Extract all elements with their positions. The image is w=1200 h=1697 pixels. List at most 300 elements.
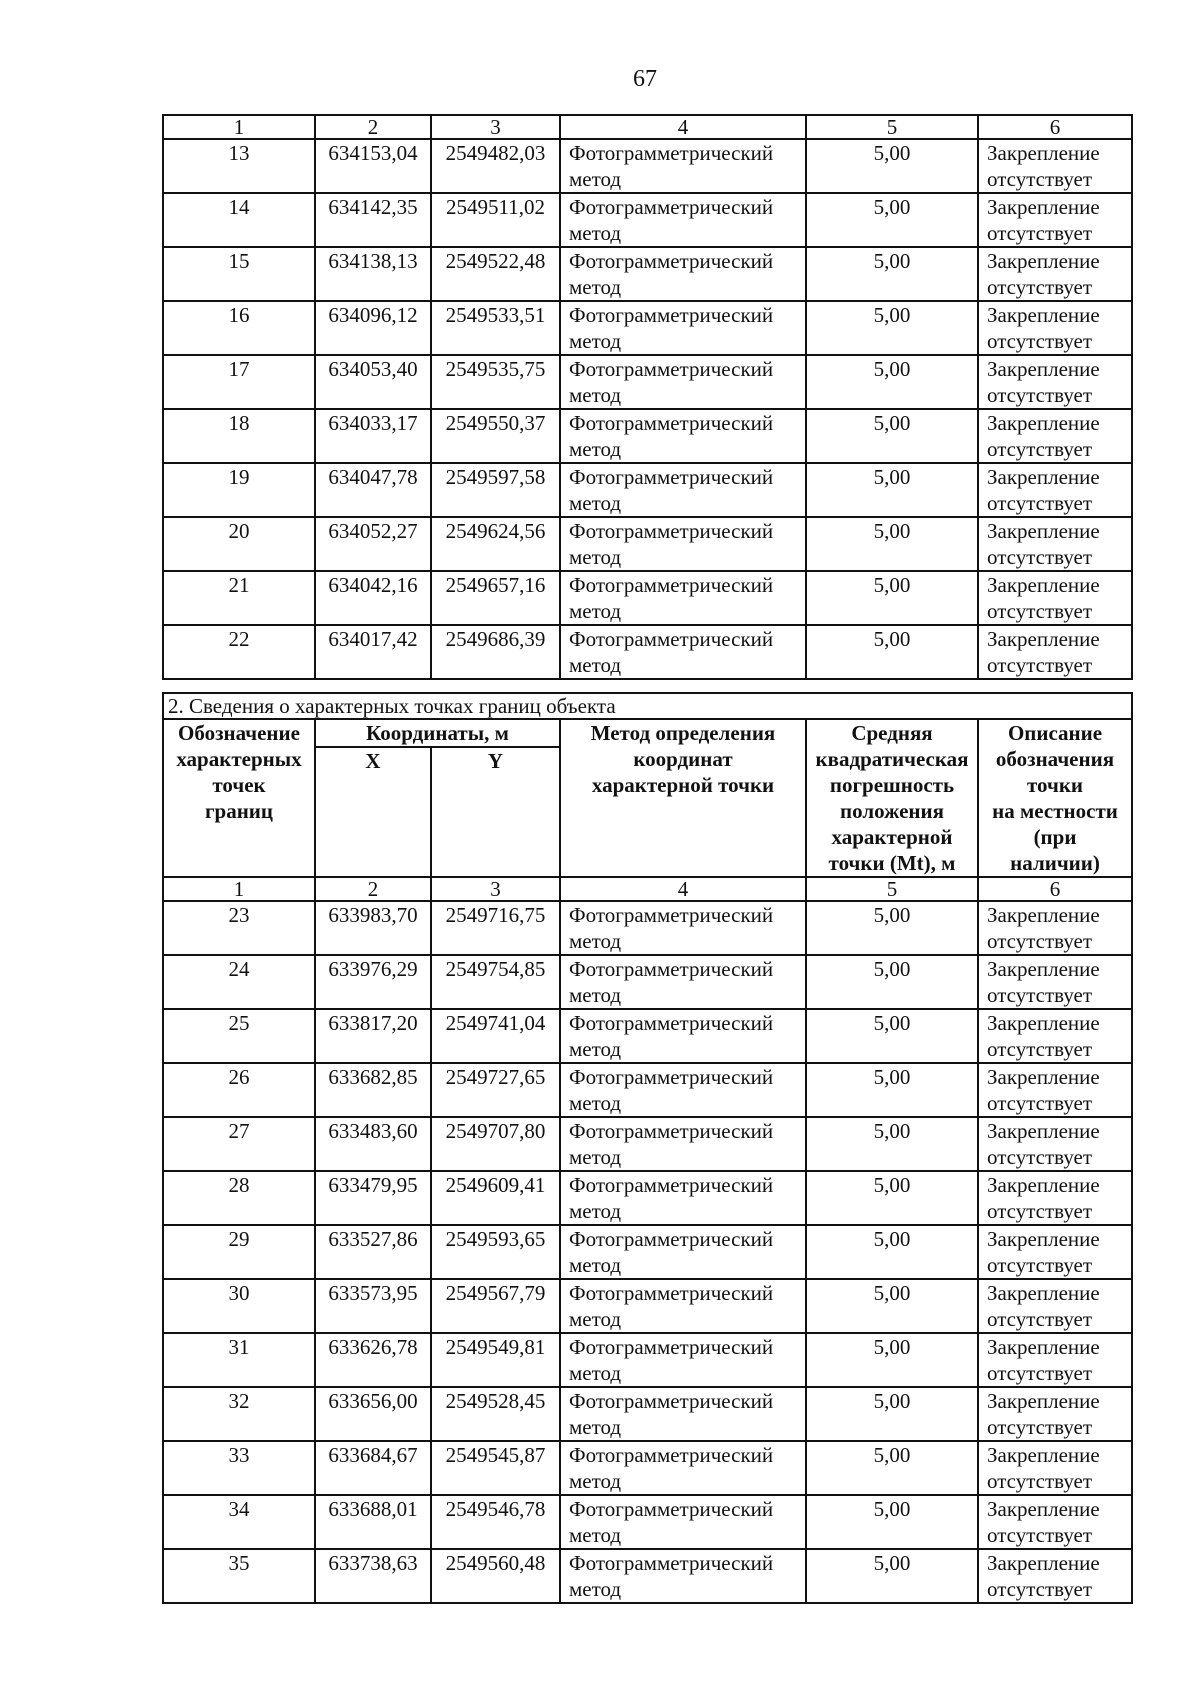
- point-number-text: 15: [228, 249, 250, 273]
- description: [978, 1495, 1132, 1549]
- description: [978, 463, 1132, 517]
- mean-error: [806, 1009, 978, 1063]
- description: [978, 139, 1132, 193]
- coord-x: [315, 409, 431, 463]
- description-text: отсутствует: [987, 1037, 1093, 1061]
- description-text: отсутствует: [987, 1199, 1093, 1223]
- method-text: метод: [569, 167, 622, 191]
- method-text: Фотограмметрический: [569, 573, 774, 597]
- point-number-text: 34: [228, 1497, 250, 1521]
- column-number: 5: [806, 877, 978, 901]
- column-number: 4: [560, 877, 806, 901]
- mean-error-text: 5,00: [873, 303, 911, 327]
- description-text: Закрепление: [987, 411, 1100, 435]
- coord-x-text: 633738,63: [328, 1551, 418, 1575]
- coord-y: [431, 355, 560, 409]
- coord-y: [431, 1441, 560, 1495]
- coord-y: [431, 1063, 560, 1117]
- description: [978, 901, 1132, 955]
- method: [560, 409, 806, 463]
- point-number: [163, 1063, 315, 1117]
- mean-error: [806, 1549, 978, 1603]
- point-number-text: 21: [228, 573, 250, 597]
- table-row: [163, 1333, 1132, 1387]
- description: [978, 625, 1132, 679]
- table-row: [163, 1063, 1132, 1117]
- coord-x-text: 634052,27: [328, 519, 418, 543]
- description-text: Закрепление: [987, 1497, 1100, 1521]
- mean-error-text: 5,00: [873, 1065, 911, 1089]
- description: [978, 571, 1132, 625]
- method: [560, 247, 806, 301]
- coord-x-text: 633817,20: [328, 1011, 418, 1035]
- header-line: квадратическая: [815, 747, 969, 771]
- mean-error-text: 5,00: [873, 1119, 911, 1143]
- table-row: [163, 1279, 1132, 1333]
- mean-error-text: 5,00: [873, 1443, 911, 1467]
- method-text: метод: [569, 329, 622, 353]
- method-text: Фотограмметрический: [569, 957, 774, 981]
- method: [560, 571, 806, 625]
- table-row: [163, 901, 1132, 955]
- description-text: отсутствует: [987, 1469, 1093, 1493]
- description: [978, 301, 1132, 355]
- description-text: отсутствует: [987, 1415, 1093, 1439]
- header-line: обозначения: [995, 747, 1115, 771]
- mean-error: [806, 1495, 978, 1549]
- method-text: Фотограмметрический: [569, 1119, 774, 1143]
- description-text: Закрепление: [987, 195, 1100, 219]
- description-text: отсутствует: [987, 653, 1093, 677]
- coord-y-text: 2549533,51: [445, 303, 546, 327]
- coord-x-text: 634033,17: [328, 411, 418, 435]
- method: [560, 955, 806, 1009]
- description: [978, 1549, 1132, 1603]
- header-x: X: [315, 747, 431, 877]
- coord-x: [315, 139, 431, 193]
- mean-error-text: 5,00: [873, 1173, 911, 1197]
- description: [978, 1441, 1132, 1495]
- mean-error-text: 5,00: [873, 1389, 911, 1413]
- point-number: [163, 463, 315, 517]
- method-text: метод: [569, 545, 622, 569]
- method-text: Фотограмметрический: [569, 1227, 774, 1251]
- point-number-text: 14: [228, 195, 250, 219]
- coord-y: [431, 1279, 560, 1333]
- description: [978, 1279, 1132, 1333]
- method-text: метод: [569, 983, 622, 1007]
- coord-x: [315, 463, 431, 517]
- method: [560, 1279, 806, 1333]
- method: [560, 463, 806, 517]
- method-text: Фотограмметрический: [569, 249, 774, 273]
- point-number-text: 31: [228, 1335, 250, 1359]
- coord-y-text: 2549535,75: [445, 357, 546, 381]
- method-text: метод: [569, 1037, 622, 1061]
- header-error: [806, 719, 978, 877]
- column-number: 1: [163, 115, 315, 139]
- description-text: Закрепление: [987, 519, 1100, 543]
- method-text: метод: [569, 383, 622, 407]
- coord-y-text: 2549549,81: [445, 1335, 546, 1359]
- coord-x-text: 633976,29: [328, 957, 418, 981]
- mean-error-text: 5,00: [873, 627, 911, 651]
- table-row: [163, 571, 1132, 625]
- description-text: отсутствует: [987, 1307, 1093, 1331]
- method: [560, 193, 806, 247]
- point-number: [163, 355, 315, 409]
- coord-y-text: 2549741,04: [445, 1011, 546, 1035]
- description-text: Закрепление: [987, 303, 1100, 327]
- mean-error: [806, 301, 978, 355]
- coord-x-text: 634153,04: [328, 141, 418, 165]
- point-number-text: 19: [228, 465, 250, 489]
- column-number: 3: [431, 877, 560, 901]
- mean-error-text: 5,00: [873, 957, 911, 981]
- description-text: отсутствует: [987, 221, 1093, 245]
- mean-error: [806, 1333, 978, 1387]
- point-number: [163, 517, 315, 571]
- coord-x: [315, 571, 431, 625]
- description-text: Закрепление: [987, 1011, 1100, 1035]
- description: [978, 355, 1132, 409]
- table-row: [163, 1495, 1132, 1549]
- method-text: метод: [569, 599, 622, 623]
- table-row: [163, 1549, 1132, 1603]
- description-text: Закрепление: [987, 1281, 1100, 1305]
- method-text: Фотограмметрический: [569, 1389, 774, 1413]
- point-number-text: 23: [228, 903, 250, 927]
- coord-x: [315, 1387, 431, 1441]
- column-number: 4: [560, 115, 806, 139]
- point-number-text: 25: [228, 1011, 250, 1035]
- coord-y-text: 2549593,65: [445, 1227, 546, 1251]
- method: [560, 1495, 806, 1549]
- table-row: [163, 355, 1132, 409]
- header-line: характерной точки: [591, 773, 775, 797]
- mean-error: [806, 1279, 978, 1333]
- description-text: отсутствует: [987, 275, 1093, 299]
- coord-x: [315, 901, 431, 955]
- method: [560, 1333, 806, 1387]
- header-description: [978, 719, 1132, 877]
- header-y: Y: [431, 747, 560, 877]
- point-number: [163, 193, 315, 247]
- coord-y: [431, 463, 560, 517]
- header-line: Средняя: [851, 721, 933, 745]
- mean-error-text: 5,00: [873, 519, 911, 543]
- description: [978, 1009, 1132, 1063]
- point-number-text: 16: [228, 303, 250, 327]
- coord-x: [315, 1225, 431, 1279]
- point-number: [163, 139, 315, 193]
- table-row: [163, 1225, 1132, 1279]
- method: [560, 1063, 806, 1117]
- page-number: 67: [633, 66, 657, 92]
- mean-error: [806, 517, 978, 571]
- coord-x: [315, 517, 431, 571]
- description-text: отсутствует: [987, 1577, 1093, 1601]
- coord-y: [431, 1009, 560, 1063]
- method-text: метод: [569, 491, 622, 515]
- method: [560, 1441, 806, 1495]
- coord-x: [315, 355, 431, 409]
- header-line: границ: [204, 799, 273, 823]
- point-number: [163, 1009, 315, 1063]
- mean-error: [806, 409, 978, 463]
- mean-error: [806, 625, 978, 679]
- header-line: положения: [840, 799, 944, 823]
- coord-x-text: 633656,00: [328, 1389, 418, 1413]
- point-number: [163, 1333, 315, 1387]
- method-text: Фотограмметрический: [569, 1335, 774, 1359]
- description: [978, 193, 1132, 247]
- description-text: Закрепление: [987, 1173, 1100, 1197]
- point-number: [163, 571, 315, 625]
- coord-y: [431, 1225, 560, 1279]
- method-text: метод: [569, 1253, 622, 1277]
- point-number: [163, 901, 315, 955]
- coord-x-text: 633483,60: [328, 1119, 418, 1143]
- coord-y: [431, 409, 560, 463]
- method-text: метод: [569, 1415, 622, 1439]
- point-number: [163, 1495, 315, 1549]
- mean-error: [806, 463, 978, 517]
- method-text: метод: [569, 1469, 622, 1493]
- point-number-text: 30: [228, 1281, 250, 1305]
- mean-error: [806, 247, 978, 301]
- coord-x: [315, 1441, 431, 1495]
- coord-y: [431, 1333, 560, 1387]
- method: [560, 1225, 806, 1279]
- column-number: 2: [315, 115, 431, 139]
- mean-error: [806, 1225, 978, 1279]
- point-number-text: 20: [228, 519, 250, 543]
- column-number: 3: [431, 115, 560, 139]
- table-row: [163, 409, 1132, 463]
- point-number: [163, 625, 315, 679]
- coord-y-text: 2549550,37: [445, 411, 546, 435]
- method: [560, 517, 806, 571]
- coord-x: [315, 1495, 431, 1549]
- mean-error: [806, 571, 978, 625]
- point-number-text: 29: [228, 1227, 250, 1251]
- coord-y: [431, 1117, 560, 1171]
- description-text: Закрепление: [987, 573, 1100, 597]
- coord-y-text: 2549528,45: [445, 1389, 546, 1413]
- coord-x-text: 633626,78: [328, 1335, 418, 1359]
- coord-y-text: 2549545,87: [445, 1443, 546, 1467]
- mean-error: [806, 139, 978, 193]
- header-line: погрешность: [829, 773, 955, 797]
- method: [560, 1549, 806, 1603]
- method-text: метод: [569, 929, 622, 953]
- column-number: 5: [806, 115, 978, 139]
- coord-y-text: 2549707,80: [445, 1119, 546, 1143]
- description-text: Закрепление: [987, 249, 1100, 273]
- mean-error: [806, 1171, 978, 1225]
- column-number: 6: [978, 115, 1132, 139]
- table-row: [163, 301, 1132, 355]
- method: [560, 901, 806, 955]
- mean-error-text: 5,00: [873, 411, 911, 435]
- method: [560, 1387, 806, 1441]
- coord-x-text: 634096,12: [328, 303, 418, 327]
- header-line: точки (Mt), м: [828, 851, 956, 875]
- method-text: метод: [569, 1199, 622, 1223]
- description-text: Закрепление: [987, 465, 1100, 489]
- description: [978, 517, 1132, 571]
- description-text: Закрепление: [987, 627, 1100, 651]
- table-row: [163, 955, 1132, 1009]
- description-text: отсутствует: [987, 1253, 1093, 1277]
- method: [560, 301, 806, 355]
- description-text: Закрепление: [987, 1551, 1100, 1575]
- mean-error-text: 5,00: [873, 141, 911, 165]
- coord-y: [431, 193, 560, 247]
- mean-error-text: 5,00: [873, 465, 911, 489]
- description: [978, 955, 1132, 1009]
- coord-x: [315, 301, 431, 355]
- method-text: метод: [569, 1145, 622, 1169]
- point-number: [163, 1279, 315, 1333]
- mean-error: [806, 955, 978, 1009]
- boundary-points-table-continued: [162, 114, 1133, 680]
- header-line: наличии): [1010, 851, 1100, 875]
- coord-x-text: 633682,85: [328, 1065, 418, 1089]
- coord-x: [315, 1117, 431, 1171]
- method-text: метод: [569, 1361, 622, 1385]
- coord-x-text: 633527,86: [328, 1227, 418, 1251]
- coord-y-text: 2549482,03: [445, 141, 546, 165]
- header-line: точек: [212, 773, 266, 797]
- column-number-row: [163, 115, 1132, 139]
- method-text: метод: [569, 1577, 622, 1601]
- coord-x: [315, 1171, 431, 1225]
- boundary-points-table: [162, 692, 1133, 1604]
- method-text: Фотограмметрический: [569, 357, 774, 381]
- description: [978, 1225, 1132, 1279]
- description-text: отсутствует: [987, 929, 1093, 953]
- table-row: [163, 1117, 1132, 1171]
- coord-y-text: 2549686,39: [445, 627, 546, 651]
- method: [560, 1171, 806, 1225]
- coord-y-text: 2549511,02: [446, 195, 545, 219]
- coord-y: [431, 571, 560, 625]
- method-text: Фотограмметрический: [569, 1011, 774, 1035]
- table-row: [163, 193, 1132, 247]
- method-text: Фотограмметрический: [569, 465, 774, 489]
- coord-y: [431, 625, 560, 679]
- description-text: Закрепление: [987, 357, 1100, 381]
- point-number-text: 33: [228, 1443, 250, 1467]
- table-row: [163, 463, 1132, 517]
- method-text: Фотограмметрический: [569, 903, 774, 927]
- mean-error: [806, 1063, 978, 1117]
- method-text: метод: [569, 275, 622, 299]
- header-line: на местности: [992, 799, 1118, 823]
- coord-y: [431, 1387, 560, 1441]
- method-text: метод: [569, 653, 622, 677]
- mean-error-text: 5,00: [873, 1497, 911, 1521]
- method-text: Фотограмметрический: [569, 303, 774, 327]
- method-text: Фотограмметрический: [569, 1281, 774, 1305]
- mean-error-text: 5,00: [873, 1281, 911, 1305]
- mean-error-text: 5,00: [873, 903, 911, 927]
- description-text: отсутствует: [987, 1361, 1093, 1385]
- method-text: метод: [569, 221, 622, 245]
- description-text: отсутствует: [987, 545, 1093, 569]
- coord-x: [315, 625, 431, 679]
- coord-x-text: 634142,35: [328, 195, 418, 219]
- coord-x-text: 633573,95: [328, 1281, 418, 1305]
- coord-x-text: 634053,40: [328, 357, 418, 381]
- method: [560, 625, 806, 679]
- description-text: отсутствует: [987, 329, 1093, 353]
- header-coordinates: Координаты, м: [315, 719, 560, 747]
- header-line: Обозначение: [178, 721, 300, 745]
- header-designation: [163, 719, 315, 877]
- description-text: отсутствует: [987, 1523, 1093, 1547]
- coord-x: [315, 247, 431, 301]
- coord-x: [315, 1549, 431, 1603]
- mean-error-text: 5,00: [873, 573, 911, 597]
- table-row: [163, 1009, 1132, 1063]
- point-number-text: 17: [228, 357, 250, 381]
- point-number-text: 27: [228, 1119, 250, 1143]
- point-number: [163, 301, 315, 355]
- column-number-row: [163, 877, 1132, 901]
- table-row: [163, 1171, 1132, 1225]
- method-text: Фотограмметрический: [569, 1497, 774, 1521]
- point-number: [163, 955, 315, 1009]
- point-number: [163, 1387, 315, 1441]
- coord-y: [431, 139, 560, 193]
- point-number: [163, 1117, 315, 1171]
- method-text: метод: [569, 1523, 622, 1547]
- mean-error: [806, 193, 978, 247]
- coord-x: [315, 955, 431, 1009]
- header-line: Метод определения: [590, 721, 776, 745]
- mean-error: [806, 1117, 978, 1171]
- coord-y-text: 2549727,65: [445, 1065, 546, 1089]
- coord-y-text: 2549597,58: [445, 465, 546, 489]
- point-number-text: 13: [228, 141, 250, 165]
- coord-y: [431, 955, 560, 1009]
- coord-x-text: 634138,13: [328, 249, 418, 273]
- description: [978, 1171, 1132, 1225]
- method: [560, 1117, 806, 1171]
- point-number-text: 24: [228, 957, 250, 981]
- coord-y: [431, 901, 560, 955]
- description-text: Закрепление: [987, 1227, 1100, 1251]
- table-row: [163, 625, 1132, 679]
- method: [560, 355, 806, 409]
- description-text: отсутствует: [987, 383, 1093, 407]
- method-text: Фотограмметрический: [569, 195, 774, 219]
- point-number: [163, 1441, 315, 1495]
- description: [978, 409, 1132, 463]
- coord-x-text: 633688,01: [328, 1497, 418, 1521]
- point-number: [163, 409, 315, 463]
- description-text: Закрепление: [987, 1335, 1100, 1359]
- mean-error-text: 5,00: [873, 1011, 911, 1035]
- method-text: Фотограмметрический: [569, 1443, 774, 1467]
- mean-error-text: 5,00: [873, 249, 911, 273]
- coord-x: [315, 1279, 431, 1333]
- description-text: отсутствует: [987, 491, 1093, 515]
- coord-y-text: 2549609,41: [445, 1173, 546, 1197]
